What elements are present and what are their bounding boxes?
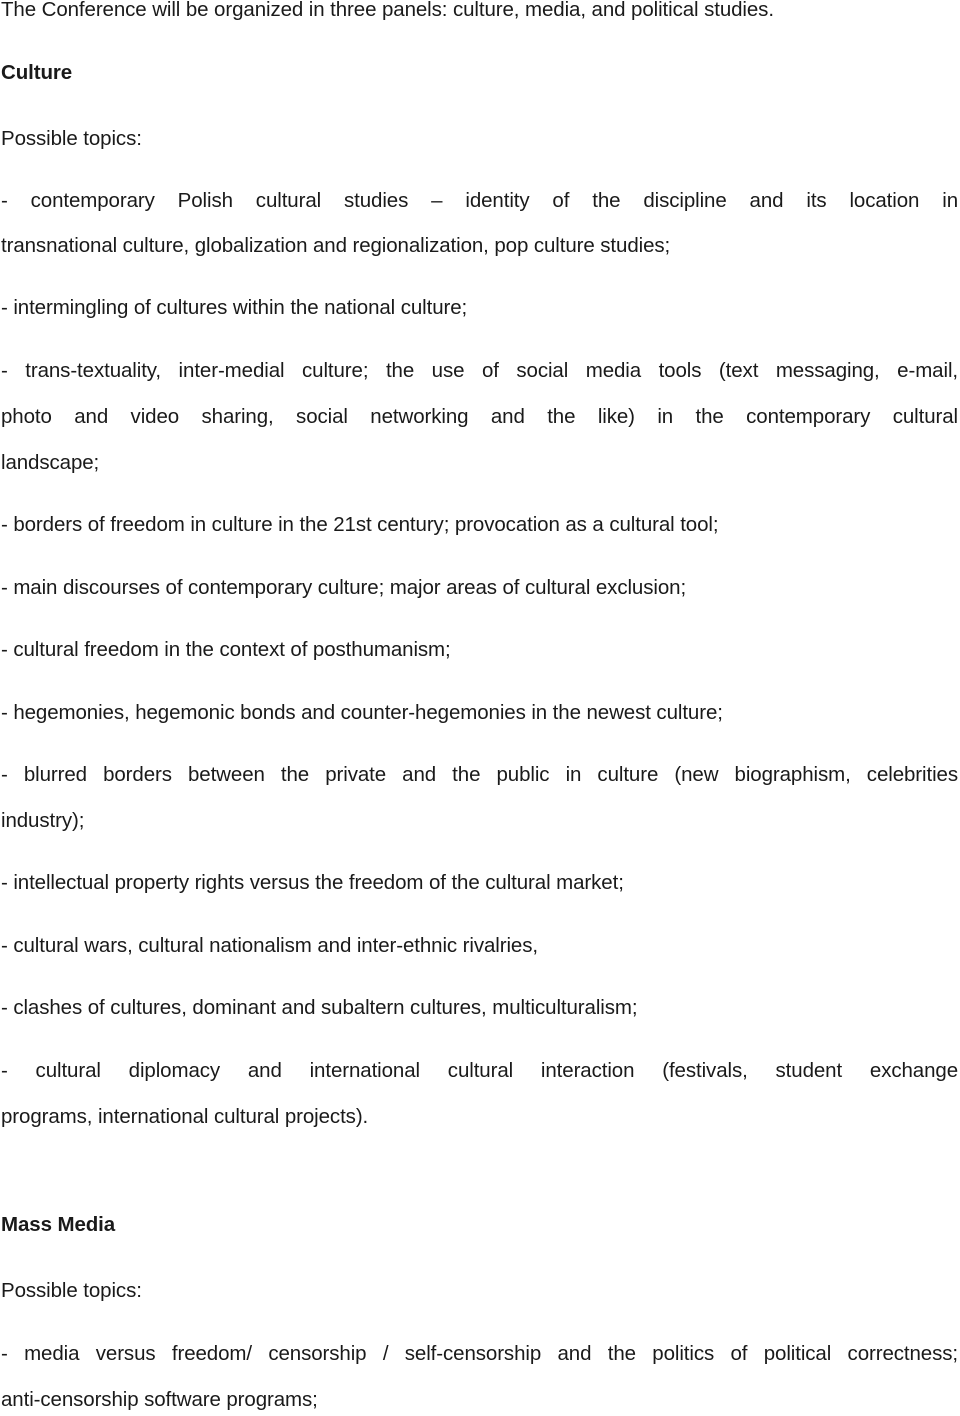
culture-topic-line: - trans-textuality, inter-medial culture; the use of social media tools (text messaging, e-mail, bbox=[1, 359, 958, 382]
mass-media-topic-line: anti-censorship software programs; bbox=[1, 1388, 318, 1411]
culture-topic-line: - intellectual property rights versus the freedom of the cultural market; bbox=[1, 871, 624, 894]
culture-topic-line: - clashes of cultures, dominant and subaltern cultures, multiculturalism; bbox=[1, 996, 638, 1019]
culture-topic-line: - borders of freedom in culture in the 21st century; provocation as a cultural tool; bbox=[1, 513, 719, 536]
culture-topic-line: photo and video sharing, social networking and the like) in the contemporary cultural bbox=[1, 405, 958, 428]
culture-topic-line: programs, international cultural projects). bbox=[1, 1105, 369, 1128]
culture-topic-line: transnational culture, globalization and regionalization, pop culture studies; bbox=[1, 234, 671, 257]
culture-topic-line: - intermingling of cultures within the national culture; bbox=[1, 296, 468, 319]
culture-topic-line: landscape; bbox=[1, 451, 100, 474]
culture-topic-line: - contemporary Polish cultural studies – identity of the discipline and its location in bbox=[1, 189, 958, 212]
culture-topic-line: - main discourses of contemporary culture; major areas of cultural exclusion; bbox=[1, 576, 687, 599]
culture-heading: Culture bbox=[1, 61, 73, 84]
culture-topic-line: industry); bbox=[1, 809, 85, 832]
culture-topic-line: - cultural wars, cultural nationalism and inter-ethnic rivalries, bbox=[1, 934, 538, 957]
culture-topic-line: - cultural freedom in the context of posthumanism; bbox=[1, 638, 451, 661]
culture-topic-line: - cultural diplomacy and international cultural interaction (festivals, student exchange bbox=[1, 1059, 958, 1082]
mass-media-subheading: Possible topics: bbox=[1, 1279, 142, 1302]
mass-media-topic-line: - media versus freedom/ censorship / self-censorship and the politics of political correctness; bbox=[1, 1342, 958, 1365]
culture-topic-line: - blurred borders between the private and the public in culture (new biographism, celebrities bbox=[1, 763, 958, 786]
mass-media-heading: Mass Media bbox=[1, 1213, 116, 1236]
culture-subheading: Possible topics: bbox=[1, 127, 142, 150]
intro-text: The Conference will be organized in three panels: culture, media, and political studies. bbox=[1, 0, 774, 21]
culture-topic-line: - hegemonies, hegemonic bonds and counter-hegemonies in the newest culture; bbox=[1, 701, 723, 724]
